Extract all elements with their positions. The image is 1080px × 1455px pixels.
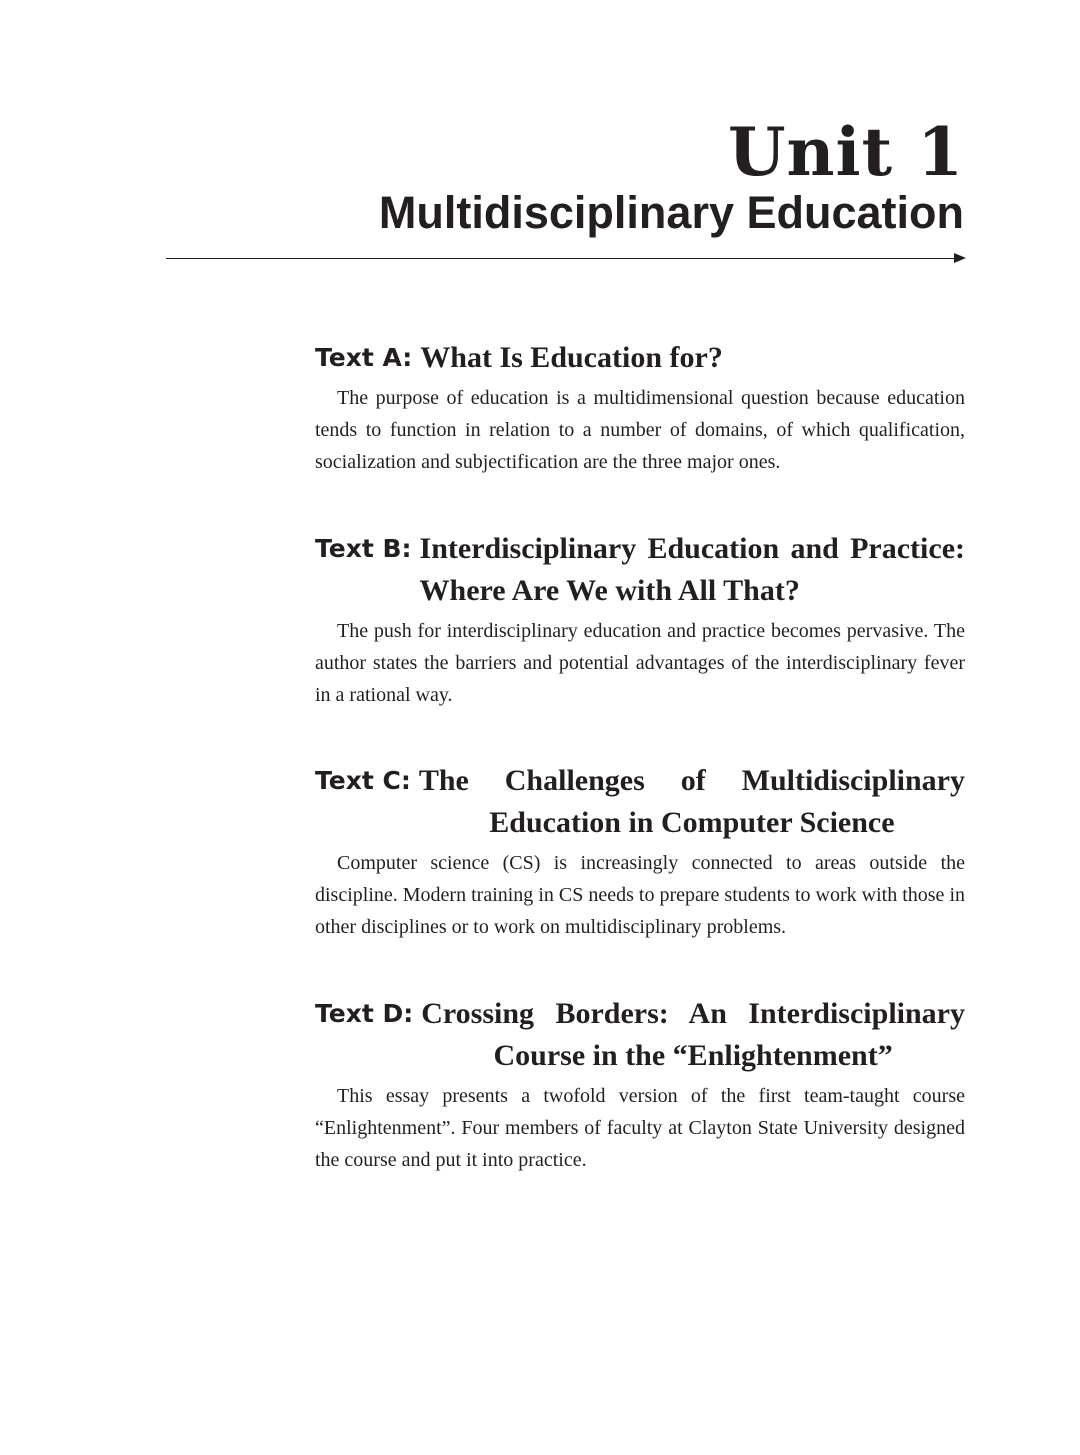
header-divider — [166, 258, 958, 259]
text-c-section — [315, 760, 965, 943]
text-c-heading — [315, 760, 965, 844]
text-d-section — [315, 993, 965, 1176]
text-d-heading — [315, 993, 965, 1077]
text-a-title: What Is Education for? — [420, 341, 723, 374]
text-b-section — [315, 528, 965, 711]
text-b-heading — [315, 528, 965, 612]
unit-title: Multidisciplinary Education — [378, 187, 964, 238]
text-d-summary: This essay presents a twofold version of the first team-taught course “Enlightenment”. Four members of faculty at Clayton State University designed the course and put it into practice. — [315, 1085, 965, 1171]
text-b-title: Interdisciplinary Education and Practice: Where Are We with All That? — [419, 532, 965, 607]
text-a-summary: The purpose of education is a multidimensional question because education tends to function in relation to a number of domains, of which qualification, socialization and subjectification are the three major ones. — [315, 387, 965, 473]
text-d-label: Text D: — [315, 999, 414, 1028]
text-c-label: Text C: — [315, 766, 411, 795]
text-c-title: The Challenges of Multidisciplinary Education in Computer Science — [418, 764, 965, 839]
text-b-summary: The push for interdisciplinary education and practice becomes pervasive. The author states the barriers and potential advantages of the interdisciplinary fever in a rational way. — [315, 620, 965, 706]
arrow-right-icon — [954, 253, 966, 263]
unit-number: Unit 1 — [727, 113, 964, 191]
text-a-section — [315, 337, 965, 478]
text-d-title: Crossing Borders: An Interdisciplinary Course in the “Enlightenment” — [421, 997, 965, 1072]
text-c-summary: Computer science (CS) is increasingly connected to areas outside the discipline. Modern training in CS needs to prepare students to work with those in other disciplines or to work on multidisciplinary problems. — [315, 852, 965, 938]
text-a-label: Text A: — [315, 343, 413, 372]
text-b-label: Text B: — [315, 534, 412, 563]
text-a-heading — [315, 337, 965, 379]
